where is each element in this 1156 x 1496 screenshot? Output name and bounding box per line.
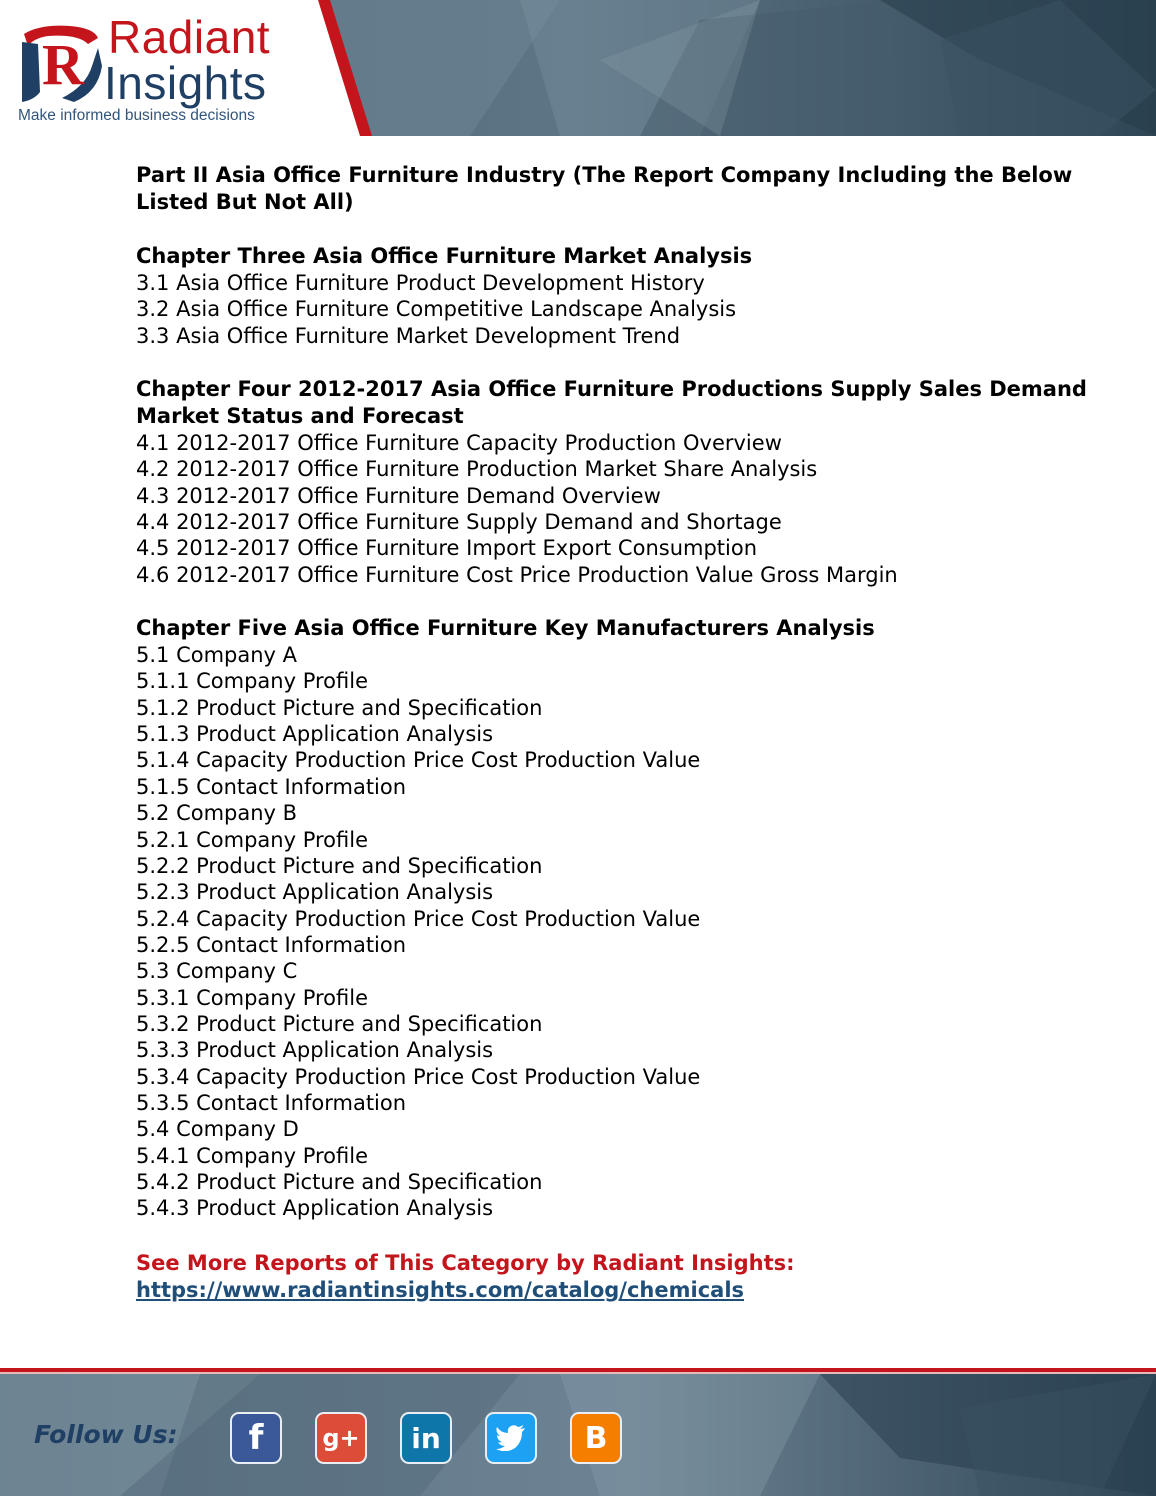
toc-item: 4.3 2012-2017 Office Furniture Demand Overview xyxy=(136,483,661,508)
toc-item: 5.3.1 Company Profile xyxy=(136,985,368,1010)
chapter-title: Chapter Four 2012-2017 Asia Office Furniture Productions Supply Sales Demand Market Status and Forecast xyxy=(136,377,1087,429)
toc-item: 5.3.5 Contact Information xyxy=(136,1090,407,1115)
chapter-three-section xyxy=(136,243,1096,349)
toc-item: 5.3.2 Product Picture and Specification xyxy=(136,1011,543,1036)
brand-name-insights: Insights xyxy=(104,57,267,109)
twitter-bird-icon xyxy=(496,1425,526,1451)
brand-tagline: Make informed business decisions xyxy=(18,107,255,124)
toc-item: 5.2.1 Company Profile xyxy=(136,827,368,852)
chapter-title: Chapter Five Asia Office Furniture Key Manufacturers Analysis xyxy=(136,616,875,641)
part-title: Part II Asia Office Furniture Industry (The Report Company Including the Below Listed But Not All) xyxy=(136,163,1073,214)
svg-text:R: R xyxy=(42,32,84,97)
toc-item: 5.1 Company A xyxy=(136,643,298,668)
toc-item: 3.3 Asia Office Furniture Market Development Trend xyxy=(136,323,681,348)
toc-item: 5.4.1 Company Profile xyxy=(136,1143,368,1168)
toc-item: 5.2.5 Contact Information xyxy=(136,932,407,957)
toc-item: 4.2 2012-2017 Office Furniture Production Market Share Analysis xyxy=(136,457,818,482)
blogger-icon[interactable]: B xyxy=(570,1412,622,1464)
toc-item: 5.1.2 Product Picture and Specification xyxy=(136,695,543,720)
chapter-four-section xyxy=(136,376,1096,588)
toc-item: 4.1 2012-2017 Office Furniture Capacity Production Overview xyxy=(136,431,782,456)
more-reports-label: See More Reports of This Category by Radiant Insights: xyxy=(136,1250,795,1275)
toc-item: 4.5 2012-2017 Office Furniture Import Export Consumption xyxy=(136,536,758,561)
toc-item: 5.4.2 Product Picture and Specification xyxy=(136,1169,543,1194)
google-plus-icon[interactable]: g+ xyxy=(315,1412,367,1464)
toc-item: 5.1.3 Product Application Analysis xyxy=(136,722,494,747)
linkedin-icon[interactable]: in xyxy=(400,1412,452,1464)
toc-item: 4.6 2012-2017 Office Furniture Cost Price Production Value Gross Margin xyxy=(136,562,898,587)
toc-item: 5.4 Company D xyxy=(136,1117,299,1142)
follow-us-label: Follow Us: xyxy=(34,1420,178,1449)
radiant-insights-logo xyxy=(12,11,312,129)
toc-item: 5.2.4 Capacity Production Price Cost Production Value xyxy=(136,906,701,931)
catalog-link[interactable]: https://www.radiantinsights.com/catalog/chemicals xyxy=(136,1277,745,1302)
toc-item: 5.1.1 Company Profile xyxy=(136,669,368,694)
logo-r-icon xyxy=(18,22,104,106)
chapter-title: Chapter Three Asia Office Furniture Market Analysis xyxy=(136,244,753,268)
toc-item: 4.4 2012-2017 Office Furniture Supply Demand and Shortage xyxy=(136,510,782,535)
brand-name-radiant: Radiant xyxy=(108,11,271,63)
toc-item: 5.2.3 Product Application Analysis xyxy=(136,880,494,905)
toc-item: 5.2.2 Product Picture and Specification xyxy=(136,853,543,878)
more-reports-section xyxy=(136,1250,1096,1304)
toc-item: 5.3.3 Product Application Analysis xyxy=(136,1038,494,1063)
toc-item: 3.1 Asia Office Furniture Product Development History xyxy=(136,271,705,295)
toc-item: 5.4.3 Product Application Analysis xyxy=(136,1196,494,1221)
toc-item: 5.1.4 Capacity Production Price Cost Production Value xyxy=(136,748,701,773)
twitter-icon[interactable] xyxy=(485,1412,537,1464)
page-footer xyxy=(0,1368,1156,1496)
page-header xyxy=(0,0,1156,136)
facebook-icon[interactable]: f xyxy=(230,1412,282,1464)
toc-item: 5.3 Company C xyxy=(136,959,298,984)
report-contents xyxy=(136,162,1096,1304)
toc-item: 3.2 Asia Office Furniture Competitive Landscape Analysis xyxy=(136,297,737,322)
toc-item: 5.3.4 Capacity Production Price Cost Production Value xyxy=(136,1064,701,1089)
chapter-five-section xyxy=(136,615,1096,1222)
toc-item: 5.1.5 Contact Information xyxy=(136,774,407,799)
toc-item: 5.2 Company B xyxy=(136,801,298,826)
